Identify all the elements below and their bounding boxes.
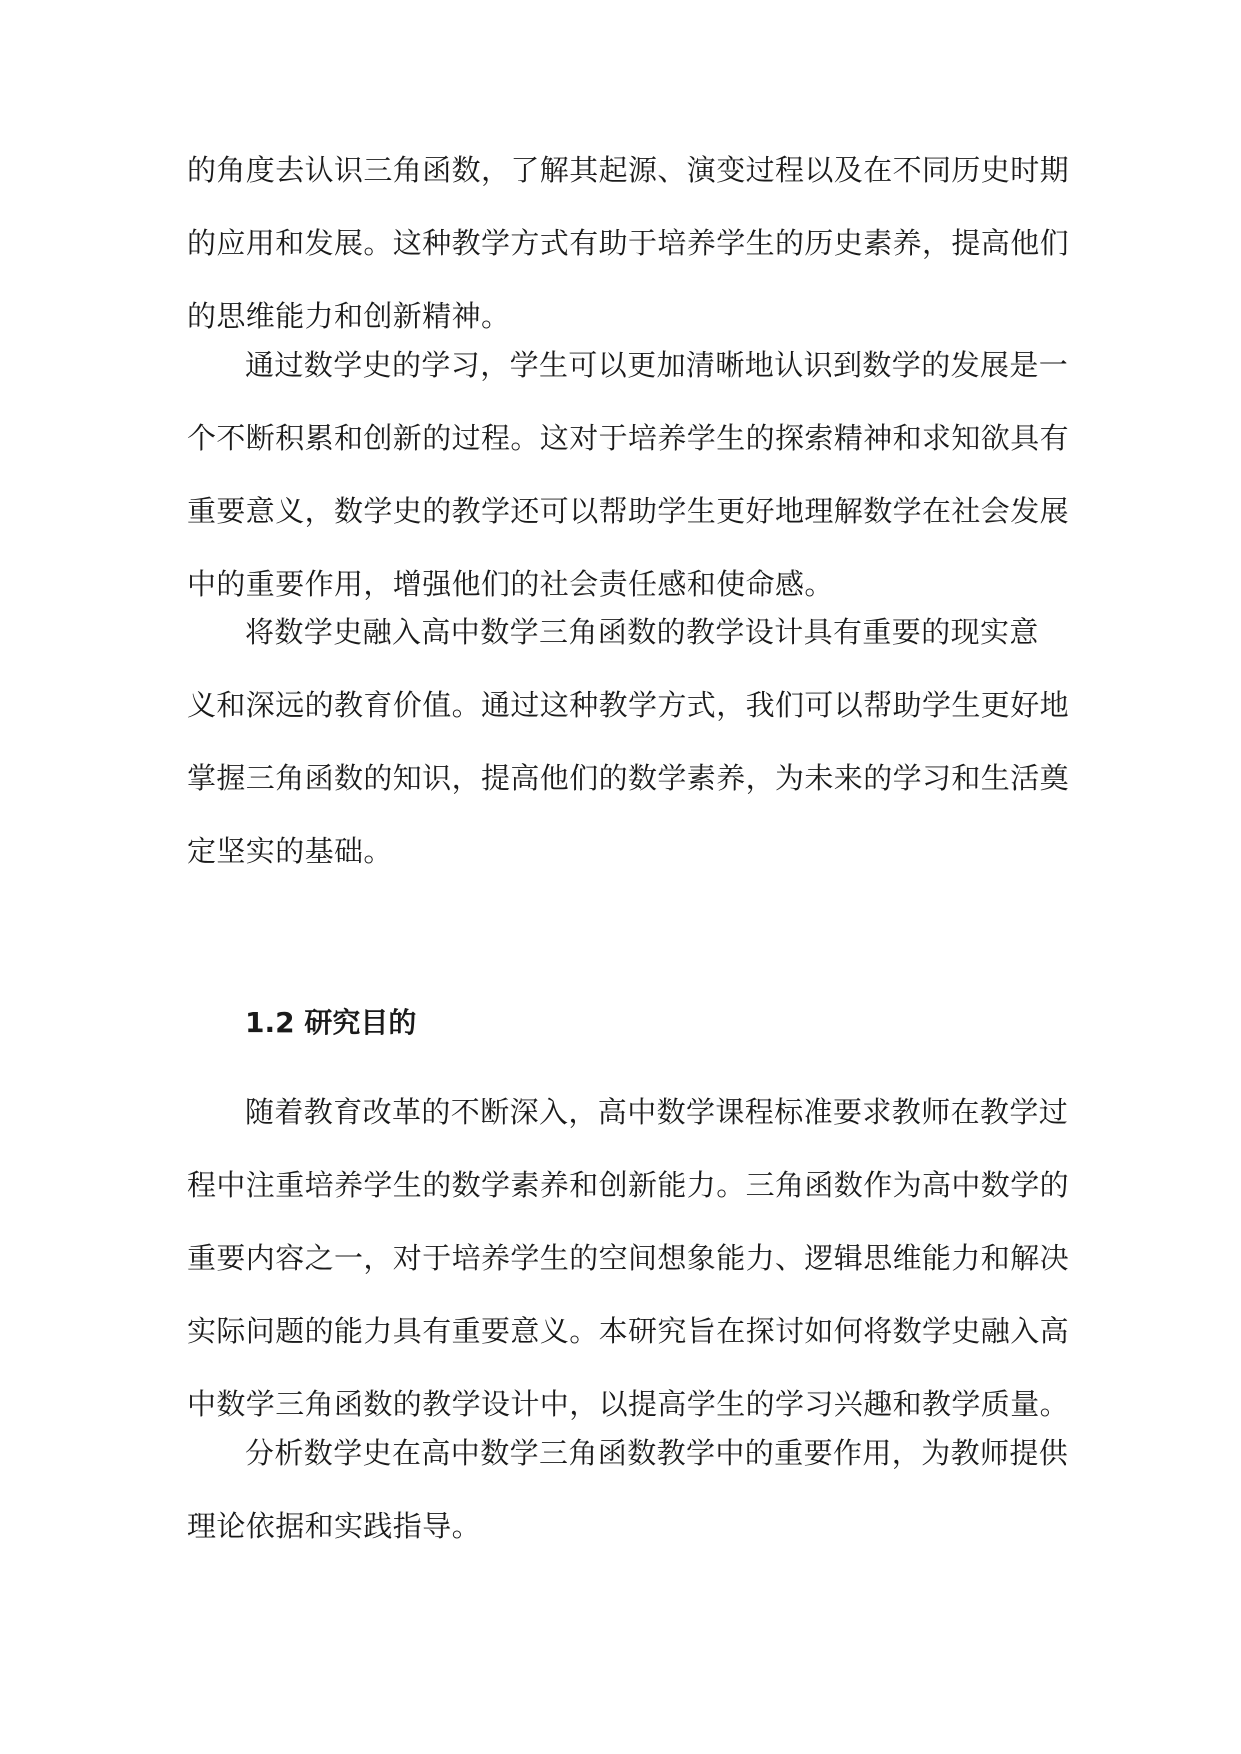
- paragraph-1: [187, 134, 1070, 353]
- paragraph-4: [187, 1076, 1070, 1441]
- paragraph-4-line-5: 中数学三角函数的教学设计中，以提高学生的学习兴趣和教学质量。: [187, 1387, 1070, 1421]
- paragraph-3-line-2: 义和深远的教育价值。通过这种教学方式，我们可以帮助学生更好地: [187, 688, 1070, 722]
- section-heading: 1.2 研究目的: [245, 1006, 417, 1039]
- paragraph-5-line-1: 分析数学史在高中数学三角函数教学中的重要作用，为教师提供: [245, 1436, 1069, 1470]
- paragraph-2-line-4: 中的重要作用，增强他们的社会责任感和使命感。: [187, 567, 834, 601]
- paragraph-3: [187, 596, 1070, 888]
- paragraph-2: [187, 329, 1070, 621]
- paragraph-4-line-2: 程中注重培养学生的数学素养和创新能力。三角函数作为高中数学的: [187, 1168, 1070, 1202]
- paragraph-2-line-1: 通过数学史的学习，学生可以更加清晰地认识到数学的发展是一: [245, 348, 1069, 382]
- paragraph-4-line-3: 重要内容之一，对于培养学生的空间想象能力、逻辑思维能力和解决: [187, 1241, 1070, 1275]
- paragraph-1-line-3: 的思维能力和创新精神。: [187, 299, 511, 333]
- paragraph-5-line-2: 理论依据和实践指导。: [187, 1509, 482, 1543]
- paragraph-1-line-1: 的角度去认识三角函数，了解其起源、演变过程以及在不同历史时期: [187, 153, 1070, 187]
- paragraph-2-line-2: 个不断积累和创新的过程。这对于培养学生的探索精神和求知欲具有: [187, 421, 1070, 455]
- paragraph-4-line-1: 随着教育改革的不断深入，高中数学课程标准要求教师在教学过: [245, 1095, 1069, 1129]
- paragraph-3-line-3: 掌握三角函数的知识，提高他们的数学素养，为未来的学习和生活奠: [187, 761, 1070, 795]
- paragraph-5: [187, 1417, 1069, 1563]
- paragraph-3-line-4: 定坚实的基础。: [187, 834, 393, 868]
- paragraph-3-line-1: 将数学史融入高中数学三角函数的教学设计具有重要的现实意: [245, 615, 1039, 649]
- paragraph-4-line-4: 实际问题的能力具有重要意义。本研究旨在探讨如何将数学史融入高: [187, 1314, 1070, 1348]
- paragraph-1-line-2: 的应用和发展。这种教学方式有助于培养学生的历史素养，提高他们: [187, 226, 1070, 260]
- paragraph-2-line-3: 重要意义，数学史的教学还可以帮助学生更好地理解数学在社会发展: [187, 494, 1070, 528]
